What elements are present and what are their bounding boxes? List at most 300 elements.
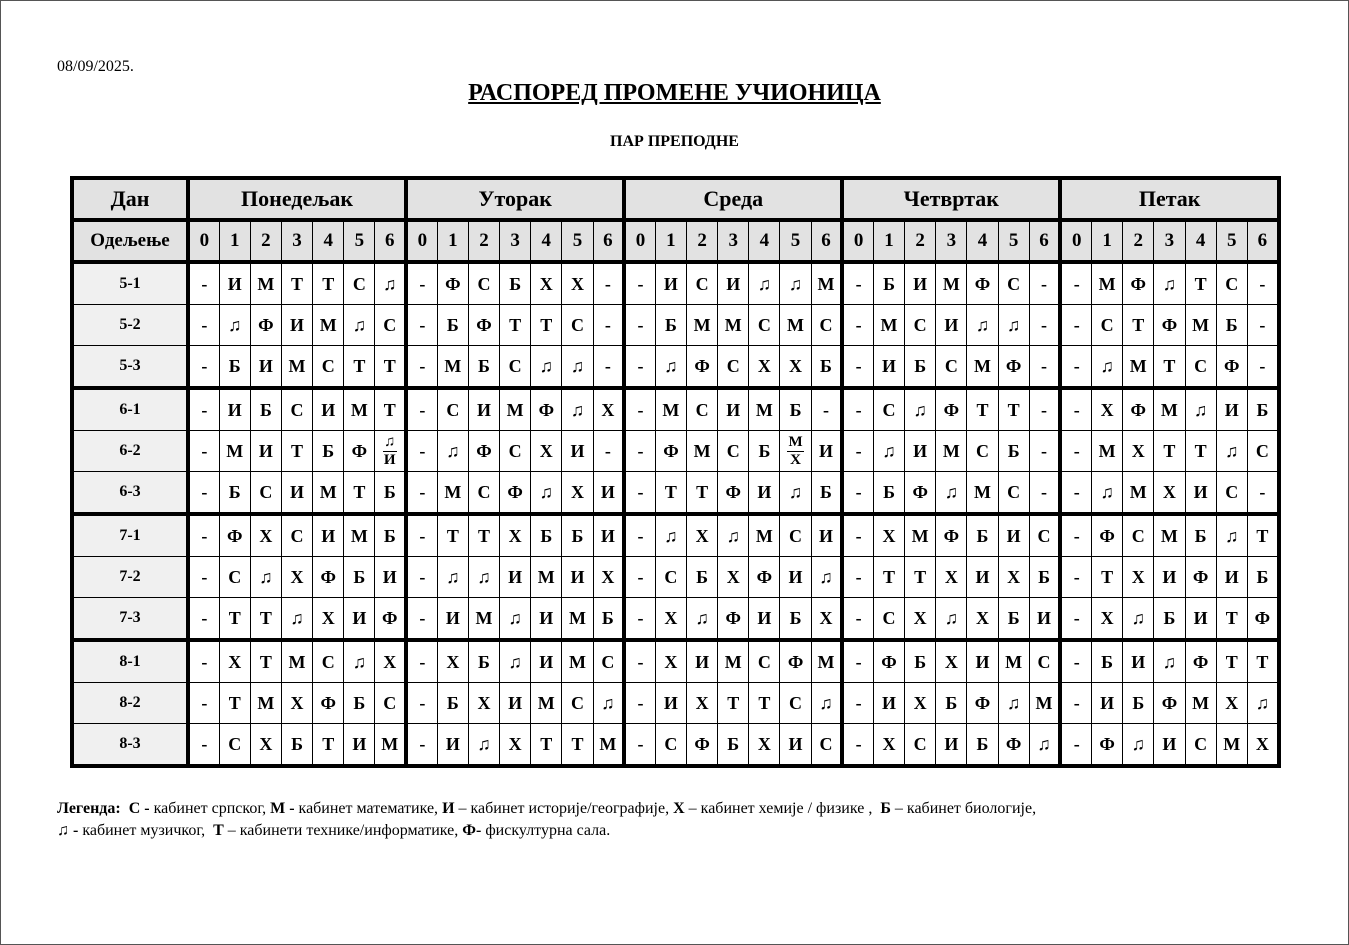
room-cell: И (313, 514, 344, 557)
room-cell: И (468, 388, 499, 431)
room-cell: - (624, 346, 655, 389)
period-number: 3 (718, 220, 749, 262)
room-cell: М (468, 598, 499, 641)
room-cell: Х (655, 598, 686, 641)
class-label: 6-3 (72, 472, 188, 515)
room-cell: - (188, 640, 219, 683)
room-cell: С (655, 724, 686, 767)
room-cell: Т (1185, 431, 1216, 472)
room-cell: Б (437, 305, 468, 346)
room-cell: - (1060, 305, 1091, 346)
room-cell: Б (1247, 557, 1279, 598)
period-number: 4 (531, 220, 562, 262)
room-cell: М (219, 431, 250, 472)
room-cell: И (1154, 557, 1185, 598)
room-cell: С (998, 262, 1029, 305)
room-cell: - (1247, 472, 1279, 515)
room-cell: Ф (936, 388, 967, 431)
room-cell: Х (562, 262, 593, 305)
period-number: 3 (1154, 220, 1185, 262)
room-cell: Т (1092, 557, 1123, 598)
room-cell: М (250, 262, 281, 305)
room-cell: Б (219, 346, 250, 389)
room-cell: М (593, 724, 624, 767)
room-cell: Х (1216, 683, 1247, 724)
room-cell: Ф (873, 640, 904, 683)
room-cell: - (1060, 262, 1091, 305)
room-cell: Х (1154, 472, 1185, 515)
room-cell: ♫ (531, 346, 562, 389)
period-number: 6 (1029, 220, 1060, 262)
room-cell: Б (344, 683, 375, 724)
room-cell: Т (219, 683, 250, 724)
room-cell: Б (873, 262, 904, 305)
legend-text: – кабинет биологије, (890, 800, 1037, 817)
period-number: 5 (562, 220, 593, 262)
room-cell: И (905, 262, 936, 305)
room-cell: М (1123, 472, 1154, 515)
class-header-label: Одељење (72, 220, 188, 262)
room-cell: Ф (468, 305, 499, 346)
room-cell: - (406, 724, 437, 767)
split-room (787, 434, 803, 469)
room-cell: С (1029, 640, 1060, 683)
room-cell: Б (905, 346, 936, 389)
room-cell: ♫ (344, 305, 375, 346)
room-cell: - (624, 388, 655, 431)
room-cell: - (624, 514, 655, 557)
room-cell: - (842, 305, 873, 346)
room-cell: Ф (1216, 346, 1247, 389)
room-cell: Х (1123, 557, 1154, 598)
room-cell: Б (967, 514, 998, 557)
period-number: 5 (780, 220, 811, 262)
room-cell: Т (967, 388, 998, 431)
room-cell: Т (468, 514, 499, 557)
legend-text: кабинет математике, (294, 800, 443, 817)
page-title: РАСПОРЕД ПРОМЕНЕ УЧИОНИЦА (468, 80, 881, 106)
class-label: 7-3 (72, 598, 188, 641)
room-cell: С (998, 472, 1029, 515)
room-cell: Х (593, 388, 624, 431)
room-cell: Т (1185, 262, 1216, 305)
room-cell: И (936, 724, 967, 767)
room-cell: С (562, 305, 593, 346)
room-cell: И (655, 262, 686, 305)
room-cell: ♫ (998, 305, 1029, 346)
room-cell: С (1123, 514, 1154, 557)
room-cell: Х (313, 598, 344, 641)
class-row (72, 262, 1279, 305)
room-cell: ♫ (531, 472, 562, 515)
period-number: 0 (842, 220, 873, 262)
legend-text: кабинет музичког, (78, 822, 214, 839)
room-cell: Х (281, 683, 312, 724)
room-cell: Ф (905, 472, 936, 515)
document-date: 08/09/2025. (57, 58, 134, 75)
room-cell: - (842, 472, 873, 515)
room-cell: Т (562, 724, 593, 767)
period-number: 5 (344, 220, 375, 262)
room-cell: ♫ (1092, 346, 1123, 389)
room-cell: Х (967, 598, 998, 641)
room-cell: - (406, 640, 437, 683)
room-cell: ♫ (1123, 598, 1154, 641)
room-cell: Ф (1185, 640, 1216, 683)
room-cell: Х (219, 640, 250, 683)
room-cell: С (655, 557, 686, 598)
room-cell: С (1185, 724, 1216, 767)
room-cell: И (749, 472, 780, 515)
room-cell: Ф (313, 557, 344, 598)
room-cell: - (1060, 640, 1091, 683)
class-row (72, 431, 1279, 472)
day-header: Петак (1060, 178, 1279, 220)
header-periods-row (72, 220, 1279, 262)
room-cell: С (375, 305, 406, 346)
room-cell: М (936, 262, 967, 305)
class-row (72, 388, 1279, 431)
room-cell: И (593, 514, 624, 557)
room-cell: - (593, 305, 624, 346)
room-cell: ♫ (500, 640, 531, 683)
room-cell: - (842, 262, 873, 305)
room-cell: ♫ (468, 557, 499, 598)
day-header: Четвртак (842, 178, 1060, 220)
room-cell: М (250, 683, 281, 724)
room-cell: Ф (687, 724, 718, 767)
room-cell: Т (1247, 640, 1279, 683)
room-cell: - (188, 724, 219, 767)
room-cell: Б (687, 557, 718, 598)
day-header: Среда (624, 178, 842, 220)
room-cell: И (562, 431, 593, 472)
room-cell: И (219, 388, 250, 431)
room-cell: Х (873, 514, 904, 557)
period-number: 1 (1092, 220, 1123, 262)
room-cell: ♫ (718, 514, 749, 557)
room-cell: Т (531, 305, 562, 346)
room-cell: Т (687, 472, 718, 515)
room-cell: Т (1247, 514, 1279, 557)
room-cell: Т (375, 346, 406, 389)
room-cell: М (936, 431, 967, 472)
period-number: 4 (313, 220, 344, 262)
room-cell: - (624, 724, 655, 767)
room-cell: ♫ (655, 346, 686, 389)
room-cell: - (406, 388, 437, 431)
room-cell: Т (905, 557, 936, 598)
room-cell: М (873, 305, 904, 346)
room-cell: И (1185, 598, 1216, 641)
room-cell: Х (375, 640, 406, 683)
room-cell: С (281, 514, 312, 557)
room-cell: - (624, 305, 655, 346)
room-cell: И (531, 640, 562, 683)
room-cell: С (500, 346, 531, 389)
room-cell: Т (500, 305, 531, 346)
room-cell: ♫ (562, 388, 593, 431)
period-number: 5 (998, 220, 1029, 262)
room-cell: Б (468, 640, 499, 683)
room-cell: ♫ (1154, 640, 1185, 683)
room-cell: Б (1185, 514, 1216, 557)
room-cell: - (811, 388, 842, 431)
room-cell: Ф (219, 514, 250, 557)
room-cell: С (468, 262, 499, 305)
legend-key: И (442, 800, 455, 817)
legend-text: – кабинет историје/географије, (454, 800, 674, 817)
room-cell: - (188, 305, 219, 346)
room-cell: - (842, 640, 873, 683)
room-cell: М (562, 640, 593, 683)
split-room-bottom: Х (790, 451, 801, 468)
room-cell: ♫ (811, 557, 842, 598)
room-cell: М (1092, 431, 1123, 472)
room-cell: С (1185, 346, 1216, 389)
room-cell: Х (500, 724, 531, 767)
room-cell: И (780, 557, 811, 598)
room-cell: М (281, 640, 312, 683)
room-cell: Х (936, 640, 967, 683)
room-cell: ♫ (967, 305, 998, 346)
room-cell: И (250, 346, 281, 389)
room-cell: Б (873, 472, 904, 515)
room-cell: Х (998, 557, 1029, 598)
room-cell: ♫ (905, 388, 936, 431)
room-cell: Б (562, 514, 593, 557)
room-cell: Х (873, 724, 904, 767)
room-cell: - (1060, 472, 1091, 515)
class-row (72, 514, 1279, 557)
room-cell: Х (655, 640, 686, 683)
room-cell: - (188, 346, 219, 389)
room-cell: Т (313, 724, 344, 767)
room-cell: И (718, 388, 749, 431)
room-cell: И (281, 305, 312, 346)
room-cell: Х (687, 683, 718, 724)
room-cell: ♫ (1216, 431, 1247, 472)
legend-text: – кабинет хемије / физике , (684, 800, 881, 817)
room-cell: Ф (780, 640, 811, 683)
class-label: 5-2 (72, 305, 188, 346)
room-cell: Б (1029, 557, 1060, 598)
room-cell: Т (718, 683, 749, 724)
room-cell: - (842, 388, 873, 431)
class-label: 5-1 (72, 262, 188, 305)
room-cell: М (281, 346, 312, 389)
legend-key: Б (880, 800, 891, 817)
room-cell: М (998, 640, 1029, 683)
class-row (72, 724, 1279, 767)
period-number: 2 (687, 220, 718, 262)
room-cell: ♫ (500, 598, 531, 641)
room-cell: И (718, 262, 749, 305)
room-cell: И (500, 683, 531, 724)
room-cell: - (1247, 305, 1279, 346)
room-cell: ♫ (593, 683, 624, 724)
room-cell: Б (531, 514, 562, 557)
room-cell: - (1060, 724, 1091, 767)
room-cell: Ф (998, 346, 1029, 389)
room-cell: М (1092, 262, 1123, 305)
room-cell: - (842, 724, 873, 767)
room-cell: ♫ (687, 598, 718, 641)
class-label: 7-2 (72, 557, 188, 598)
room-cell: С (593, 640, 624, 683)
room-cell: С (250, 472, 281, 515)
room-cell: ♫ (873, 431, 904, 472)
room-cell: Х (531, 262, 562, 305)
day-header-label: Дан (72, 178, 188, 220)
room-cell: С (811, 305, 842, 346)
room-cell: Ф (1123, 262, 1154, 305)
room-cell: - (1060, 346, 1091, 389)
period-number: 2 (468, 220, 499, 262)
room-cell: Б (811, 346, 842, 389)
room-cell: С (687, 262, 718, 305)
room-cell: - (842, 598, 873, 641)
room-cell: Т (344, 472, 375, 515)
room-cell: И (780, 724, 811, 767)
room-cell: - (406, 598, 437, 641)
room-cell: Т (250, 598, 281, 641)
room-cell: М (718, 305, 749, 346)
room-cell: ♫ (780, 262, 811, 305)
room-cell: ♫ (437, 557, 468, 598)
room-cell: - (1060, 388, 1091, 431)
room-cell: ♫ (1216, 514, 1247, 557)
room-cell: И (1154, 724, 1185, 767)
room-cell: - (406, 557, 437, 598)
room-cell: Х (281, 557, 312, 598)
room-cell: Х (905, 598, 936, 641)
room-cell: Б (1216, 305, 1247, 346)
room-cell: ♫ (811, 683, 842, 724)
room-cell: ♫ (998, 683, 1029, 724)
room-cell: - (842, 683, 873, 724)
room-cell: - (1029, 346, 1060, 389)
room-cell: Ф (749, 557, 780, 598)
room-cell: ♫ (655, 514, 686, 557)
room-cell: М (655, 388, 686, 431)
room-cell: - (188, 262, 219, 305)
room-cell: М (1154, 514, 1185, 557)
period-number: 6 (1247, 220, 1279, 262)
legend-key: Ф- (462, 822, 482, 839)
room-cell: ♫ (1123, 724, 1154, 767)
room-cell: Б (219, 472, 250, 515)
room-cell: С (811, 724, 842, 767)
room-cell: - (624, 640, 655, 683)
split-room (383, 434, 397, 469)
room-cell: И (313, 388, 344, 431)
class-row (72, 472, 1279, 515)
room-cell: Х (468, 683, 499, 724)
period-number: 1 (219, 220, 250, 262)
room-cell: Ф (718, 472, 749, 515)
class-label: 7-1 (72, 514, 188, 557)
split-room-bottom: И (383, 451, 396, 468)
room-cell: - (842, 346, 873, 389)
room-cell: С (780, 514, 811, 557)
room-cell: - (406, 346, 437, 389)
split-room-top: ♫ (384, 433, 396, 450)
room-cell: Т (655, 472, 686, 515)
room-cell: М (344, 514, 375, 557)
room-cell: Т (250, 640, 281, 683)
room-cell: С (1092, 305, 1123, 346)
room-cell: - (624, 557, 655, 598)
room-cell: Х (437, 640, 468, 683)
room-cell: И (998, 514, 1029, 557)
room-cell: М (344, 388, 375, 431)
room-cell: - (406, 514, 437, 557)
period-number: 4 (967, 220, 998, 262)
room-cell: Ф (1185, 557, 1216, 598)
room-cell: Х (936, 557, 967, 598)
room-cell: - (1029, 305, 1060, 346)
room-cell: Т (313, 262, 344, 305)
room-cell: - (842, 557, 873, 598)
room-cell: С (873, 598, 904, 641)
header-days-row (72, 178, 1279, 220)
room-cell: И (375, 557, 406, 598)
room-cell: М (1029, 683, 1060, 724)
class-row (72, 557, 1279, 598)
room-cell: Б (905, 640, 936, 683)
room-cell: С (905, 724, 936, 767)
room-cell: М (1185, 305, 1216, 346)
room-cell: С (1216, 262, 1247, 305)
room-cell: Т (531, 724, 562, 767)
room-cell: Б (313, 431, 344, 472)
legend-text: кабинет српског, (149, 800, 271, 817)
room-cell: М (1185, 683, 1216, 724)
room-cell: - (188, 557, 219, 598)
room-cell: С (313, 346, 344, 389)
room-cell: ♫ (437, 431, 468, 472)
period-number: 4 (749, 220, 780, 262)
room-cell: Ф (313, 683, 344, 724)
room-cell: - (1029, 388, 1060, 431)
room-cell: - (1029, 431, 1060, 472)
room-cell: ♫ (749, 262, 780, 305)
room-cell: Ф (500, 472, 531, 515)
room-cell: ♫ (780, 472, 811, 515)
room-cell: И (562, 557, 593, 598)
room-cell: М (780, 305, 811, 346)
room-cell: Х (1123, 431, 1154, 472)
room-cell: Б (500, 262, 531, 305)
room-cell: - (1060, 598, 1091, 641)
room-cell: Х (250, 514, 281, 557)
room-cell: Б (718, 724, 749, 767)
room-cell: - (1060, 683, 1091, 724)
room-cell: Ф (1247, 598, 1279, 641)
room-cell: И (1216, 557, 1247, 598)
room-cell: Т (873, 557, 904, 598)
period-number: 1 (873, 220, 904, 262)
room-cell: - (188, 388, 219, 431)
room-cell: И (1123, 640, 1154, 683)
room-cell: С (500, 431, 531, 472)
period-number: 2 (905, 220, 936, 262)
legend (57, 798, 1297, 842)
room-cell: М (687, 431, 718, 472)
room-cell: М (437, 472, 468, 515)
room-cell: Ф (1092, 514, 1123, 557)
